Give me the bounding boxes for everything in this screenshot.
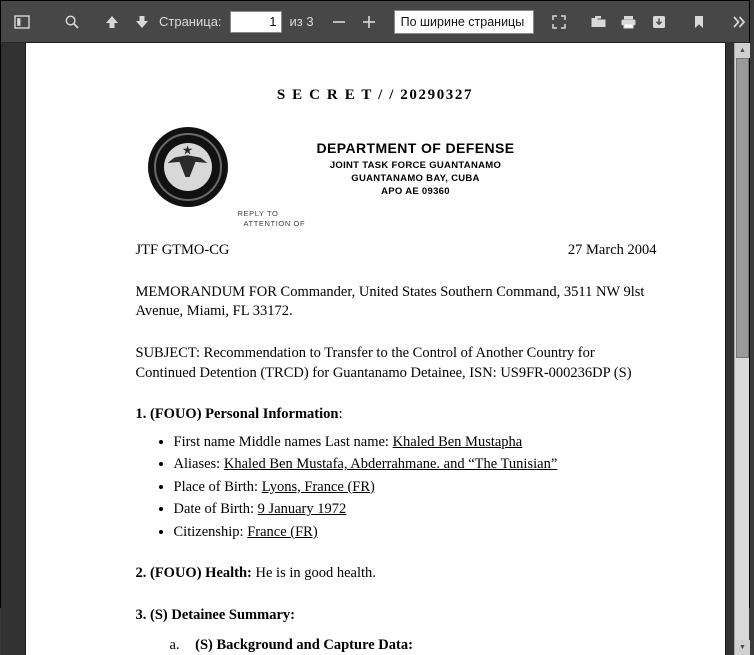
bullet-label-1: Aliases:: [173, 456, 221, 473]
section-3-sub-label: a.: [169, 636, 180, 653]
bullet-label-2: Place of Birth:: [173, 478, 259, 495]
page-count-label: из 3: [289, 14, 314, 29]
originator-date-row: [136, 241, 657, 261]
zoom-value: По ширине страницы: [400, 14, 525, 29]
personal-information-list: [136, 433, 657, 543]
dod-seal-icon: [148, 127, 228, 207]
subject-line: SUBJECT: Recommendation to Transfer to the Control of Another Country for Continued Detention (TRCD) for Guantanamo Detainee, ISN: US9FR-000236DP (S): [135, 344, 632, 381]
bookmark-icon[interactable]: [684, 7, 714, 37]
bullet-label-0: First name Middle names Last name:: [173, 433, 389, 450]
section-2-heading: [136, 564, 657, 584]
zoom-out-button[interactable]: [324, 7, 354, 37]
bullet-value-1: Khaled Ben Mustafa, Abderrahmane. and “The Tunisian”: [223, 456, 558, 473]
sidebar-toggle-icon[interactable]: [7, 7, 37, 37]
presentation-mode-icon[interactable]: [544, 7, 574, 37]
page-number-input[interactable]: [230, 11, 282, 33]
document-date: 27 March 2004: [567, 242, 657, 259]
more-tools-button[interactable]: [724, 7, 754, 37]
pdf-page: [26, 43, 725, 655]
organization-block: [256, 139, 576, 198]
print-icon[interactable]: [614, 7, 644, 37]
section-3-heading: 3. (S) Detainee Summary:: [135, 607, 295, 623]
letterhead: [26, 127, 725, 229]
org-line4: APO AE 09360: [381, 185, 450, 197]
bullet-label-3: Date of Birth:: [173, 501, 255, 518]
bullet-value-0: Khaled Ben Mustapha: [392, 433, 523, 450]
vertical-scrollbar[interactable]: [734, 43, 749, 655]
section-3-sub-text: (S) Background and Capture Data:: [195, 636, 413, 653]
section-3-sub-item: [136, 636, 657, 655]
reply-to-block: [238, 209, 306, 229]
bullet-value-2: Lyons, France (FR): [261, 478, 375, 495]
next-page-icon[interactable]: [127, 7, 157, 37]
bullet-value-3: 9 January 1972: [257, 501, 347, 518]
originator: JTF GTMO-CG: [135, 242, 230, 259]
org-line3: GUANTANAMO BAY, CUBA: [351, 172, 480, 184]
zoom-in-button[interactable]: [354, 7, 384, 37]
toolbar: [1, 1, 749, 43]
page-label: Страница:: [159, 14, 222, 29]
list-item: [174, 455, 657, 475]
bullet-value-4: France (FR): [247, 523, 318, 540]
section-1-heading: [136, 405, 657, 425]
org-line2: JOINT TASK FORCE GUANTANAMO: [329, 160, 502, 172]
list-item: [174, 500, 657, 520]
zoom-select[interactable]: [394, 10, 534, 34]
previous-page-icon[interactable]: [97, 7, 127, 37]
scrollbar-thumb[interactable]: [736, 58, 749, 358]
scroll-up-arrow-icon[interactable]: ▲: [735, 43, 750, 58]
open-file-icon[interactable]: [584, 7, 614, 37]
classification-banner: S E C R E T / / 20290327: [276, 87, 474, 103]
list-item: [174, 433, 657, 453]
bullet-label-4: Citizenship:: [173, 523, 244, 540]
download-icon[interactable]: [644, 7, 674, 37]
list-item: [174, 523, 657, 543]
scroll-down-arrow-icon[interactable]: ▼: [735, 640, 750, 655]
document-viewer[interactable]: [1, 43, 749, 655]
section-2-text: He is in good health.: [255, 565, 376, 582]
memorandum-for: MEMORANDUM FOR Commander, United States Southern Command, 3511 NW 9lst Avenue, Miami, FL 33172.: [135, 283, 645, 320]
section-1-title: 1. (FOUO) Personal Information: [135, 406, 339, 423]
section-1-colon: :: [338, 406, 343, 423]
section-2-title: 2. (FOUO) Health:: [135, 565, 252, 582]
reply-to-line1: REPLY TO: [237, 209, 279, 219]
list-item: [174, 478, 657, 498]
org-line1: DEPARTMENT OF DEFENSE: [316, 140, 515, 157]
document-body: [26, 241, 725, 655]
reply-to-line2: ATTENTION OF: [243, 219, 306, 229]
search-icon[interactable]: [57, 7, 87, 37]
